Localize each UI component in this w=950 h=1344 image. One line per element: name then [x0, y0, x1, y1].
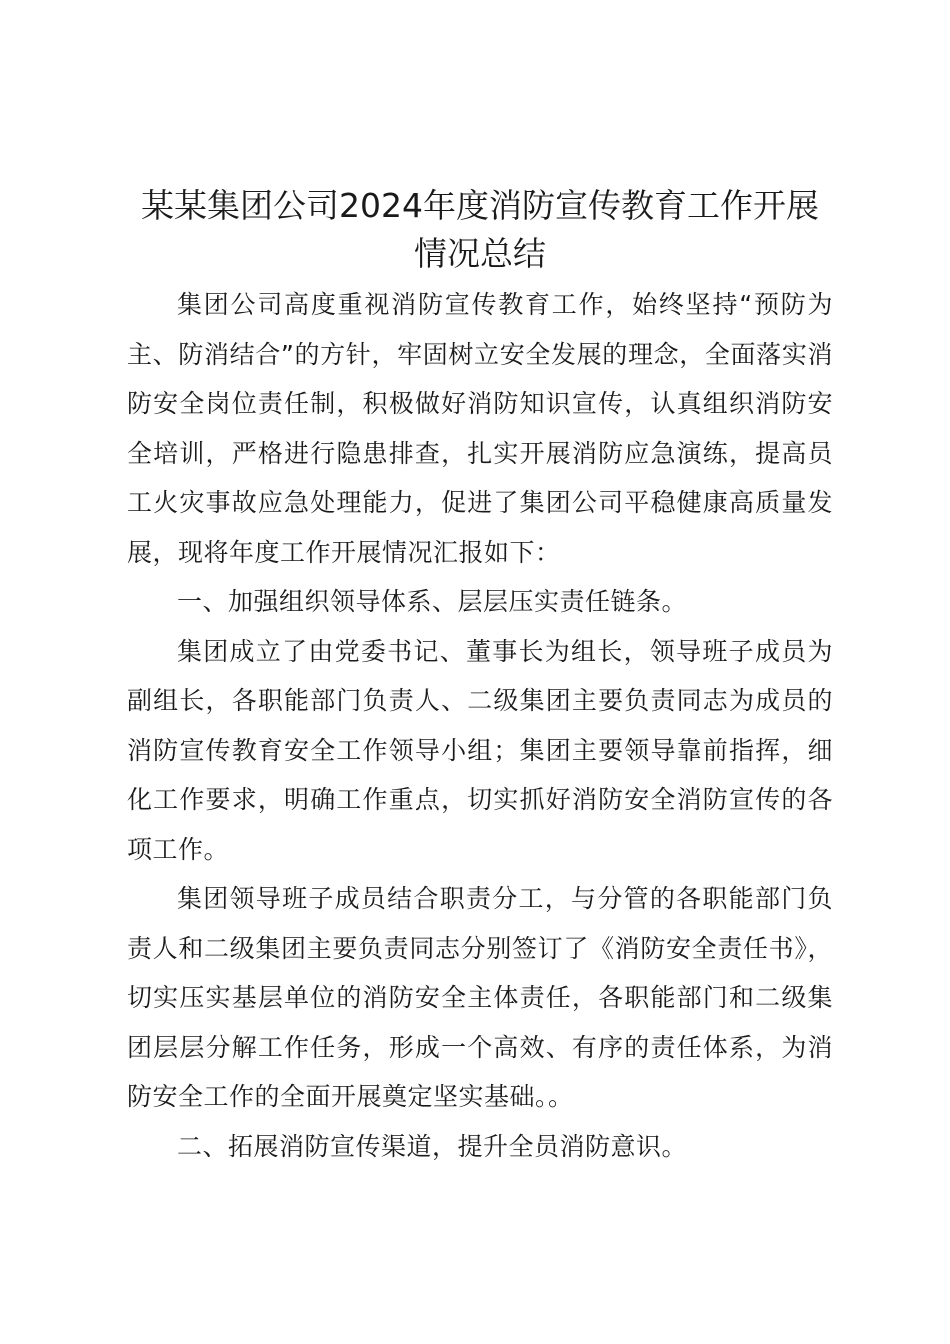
body-paragraph-1: 集团成立了由党委书记、董事长为组长，领导班子成员为副组长，各职能部门负责人、二级集团主要负责同志为成员的消防宣传教育安全工作领导小组；集团主要领导靠前指挥，细化工作要求，明确工作重点，切实抓好消防安全消防宣传的各项工作。	[127, 636, 833, 864]
document-title: 某某集团公司2024年度消防宣传教育工作开展情况总结	[141, 186, 819, 273]
section-heading-2: 二、拓展消防宣传渠道，提升全员消防意识。	[177, 1131, 688, 1161]
body-paragraph-2: 集团领导班子成员结合职责分工，与分管的各职能部门负责人和二级集团主要负责同志分别签订了《消防安全责任书》，切实压实基层单位的消防安全主体责任，各职能部门和二级集团层层分解工作任务，形成一个高效、有序的责任体系，为消防安全工作的全面开展奠定坚实基础。。	[127, 884, 833, 1111]
document-page	[127, 182, 833, 1171]
section-heading-1: 一、加强组织领导体系、层层压实责任链条。	[177, 587, 688, 616]
intro-paragraph: 集团公司高度重视消防宣传教育工作，始终坚持“预防为主、防消结合”的方针，牢固树立安全发展的理念，全面落实消防安全岗位责任制，积极做好消防知识宣传，认真组织消防安全培训，严格进行隐患排查，扎实开展消防应急演练，提高员工火灾事故应急处理能力，促进了集团公司平稳健康高质量发展，现将年度工作开展情况汇报如下：	[127, 290, 833, 567]
